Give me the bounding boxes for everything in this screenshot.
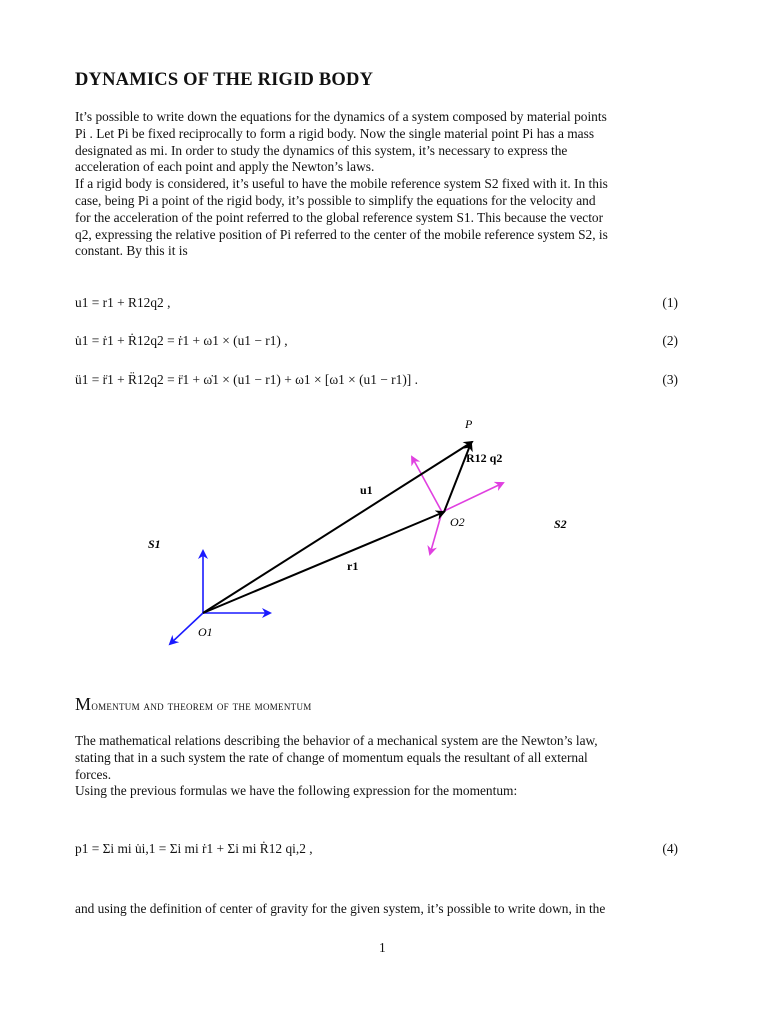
section-heading-rest: omentum and theorem of the momentum	[91, 698, 312, 713]
label-s1: S1	[148, 537, 161, 551]
intro-line-6: case, being Pi a point of the rigid body, it’s possible to simplify the equations for the velocity and	[75, 192, 596, 208]
label-r12q2: R12 q2	[466, 451, 503, 465]
section-heading-momentum	[75, 694, 312, 715]
rigid-body-diagram	[0, 400, 768, 660]
intro-line-3: designated as mi. In order to study the dynamics of this system, it’s necessary to express the	[75, 142, 568, 158]
equation-4	[75, 841, 695, 861]
equation-2	[75, 333, 695, 353]
intro-line-7: for the acceleration of the point referred to the global reference system S1. This because the vector	[75, 209, 604, 225]
s2-y-axis	[412, 457, 442, 512]
u1-vector	[203, 442, 472, 613]
intro-line-9: constant. By this it is	[75, 243, 188, 259]
equation-3-expression: ü1 = r̈1 + R̈12q2 = r̈1 + ω̇1 × (u1 − r1) + ω1 × [ω1 × (u1 − r1)] .	[75, 372, 418, 387]
momentum-line-2: stating that in a such system the rate of change of momentum equals the resultant of all external	[75, 749, 588, 765]
equation-2-number: (2)	[662, 333, 678, 348]
s2-z-axis	[430, 512, 442, 554]
momentum-line-1: The mathematical relations describing the behavior of a mechanical system are the Newton’s law,	[75, 733, 598, 748]
equation-3-number: (3)	[662, 372, 678, 387]
equation-2-expression: u̇1 = ṙ1 + Ṙ12q2 = ṙ1 + ω1 × (u1 − r1) ,	[75, 333, 288, 348]
section-heading-initial: M	[75, 694, 92, 714]
label-o1: O1	[198, 625, 213, 639]
intro-line-5: If a rigid body is considered, it’s useful to have the mobile reference system S2 fixed with it. In this	[75, 176, 608, 192]
intro-line-1: It’s possible to write down the equations for the dynamics of a system composed by material points	[75, 109, 607, 124]
equation-3	[75, 372, 695, 392]
label-p: P	[465, 417, 473, 431]
intro-line-4: acceleration of each point and apply the Newton’s laws.	[75, 159, 375, 175]
equation-4-number: (4)	[662, 841, 678, 856]
equation-1	[75, 295, 695, 315]
closing-line: and using the definition of center of gravity for the given system, it’s possible to write down, in the	[75, 901, 606, 916]
page-title: DYNAMICS OF THE RIGID BODY	[75, 70, 374, 90]
closing-paragraph	[75, 901, 695, 918]
frame-s1-axes	[170, 551, 270, 644]
page-number: 1	[379, 940, 386, 955]
equation-4-expression: p1 = Σi mi u̇i,1 = Σi mi ṙ1 + Σi mi Ṙ12 qi,2 ,	[75, 841, 313, 856]
momentum-line-4: Using the previous formulas we have the following expression for the momentum:	[75, 783, 518, 799]
label-s2: S2	[554, 517, 567, 531]
intro-paragraph	[75, 109, 695, 260]
label-r1: r1	[347, 559, 359, 573]
momentum-line-3: forces.	[75, 766, 112, 782]
equation-1-expression: u1 = r1 + R12q2 ,	[75, 295, 171, 310]
label-o2: O2	[450, 515, 465, 529]
intro-line-2: Pi . Let Pi be fixed reciprocally to form a rigid body. Now the single material point Pi has a mass	[75, 125, 595, 141]
r1-vector	[203, 512, 444, 613]
momentum-paragraph	[75, 733, 695, 800]
intro-line-8: q2, expressing the relative position of Pi referred to the center of the mobile reference system S2, is	[75, 226, 608, 242]
s2-x-axis	[442, 483, 503, 512]
equation-1-number: (1)	[662, 295, 678, 310]
label-u1: u1	[360, 483, 373, 497]
